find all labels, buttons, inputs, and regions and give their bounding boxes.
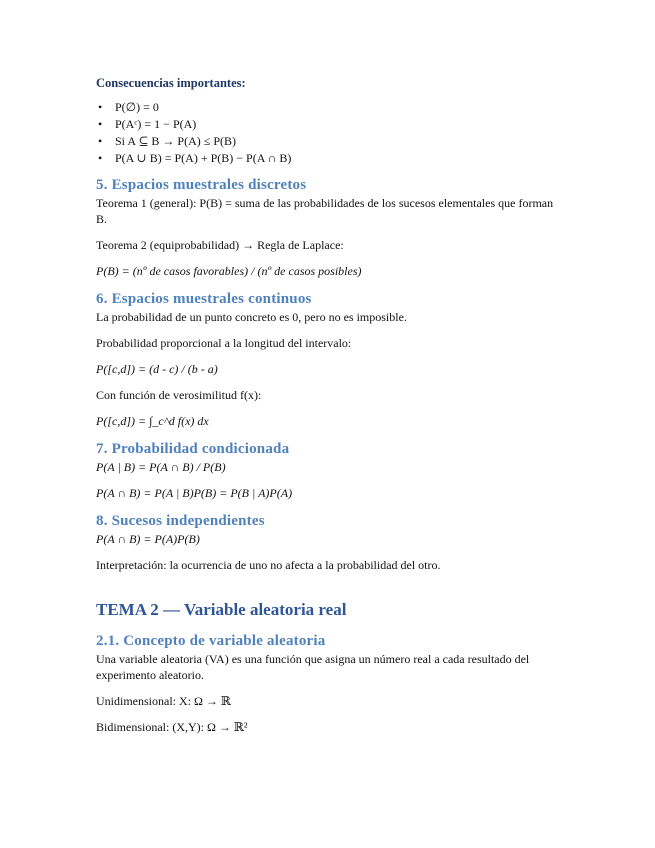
s6-proportional-text: Probabilidad proporcional a la longitud del intervalo: <box>96 336 352 350</box>
tema2-bidimensional: Bidimensional: (X,Y): Ω → ℝ² <box>96 720 248 734</box>
s5-laplace-formula: P(B) = (nº de casos favorables) / (nº de casos posibles) <box>96 264 362 278</box>
s6-likelihood-text: Con función de verosimilitud f(x): <box>96 388 262 402</box>
consequences-list <box>96 99 566 167</box>
s6-integral-formula: P([c,d]) = ∫_c^d f(x) dx <box>96 414 209 428</box>
section-8-title: 8. Sucesos independientes <box>96 513 265 529</box>
list-item: • P(∅) = 0 <box>96 99 566 116</box>
section-2-1-title: 2.1. Concepto de variable aleatoria <box>96 633 326 649</box>
s5-theorem-2: Teorema 2 (equiprobabilidad) → Regla de Laplace: <box>96 238 344 252</box>
tema2-definition: Una variable aleatoria (VA) es una función que asigna un número real a cada resultado del experimento aleatorio. <box>96 652 530 682</box>
tema2-unidimensional: Unidimensional: X: Ω → ℝ <box>96 694 231 708</box>
s8-interpretation: Interpretación: la ocurrencia de uno no afecta a la probabilidad del otro. <box>96 558 441 572</box>
s5-theorem-1: Teorema 1 (general): P(B) = suma de las probabilidades de los sucesos elementales que forman B. <box>96 196 554 226</box>
consequences-heading: Consecuencias importantes: <box>96 76 246 90</box>
s8-independence-formula: P(A ∩ B) = P(A)P(B) <box>96 532 200 546</box>
section-6-title: 6. Espacios muestrales continuos <box>96 291 312 307</box>
section-7-title: 7. Probabilidad condicionada <box>96 441 290 457</box>
list-item: • P(A ∪ B) = P(A) + P(B) − P(A ∩ B) <box>96 150 566 167</box>
section-5-title: 5. Espacios muestrales discretos <box>96 177 307 193</box>
s7-conditional-formula: P(A | B) = P(A ∩ B) / P(B) <box>96 460 226 474</box>
s6-interval-formula: P([c,d]) = (d - c) / (b - a) <box>96 362 218 376</box>
list-item: • P(Aᶜ) = 1 − P(A) <box>96 116 566 133</box>
s7-product-formula: P(A ∩ B) = P(A | B)P(B) = P(B | A)P(A) <box>96 486 293 500</box>
tema-2-title: TEMA 2 — Variable aleatoria real <box>96 600 347 619</box>
s6-point-probability: La probabilidad de un punto concreto es 0, pero no es imposible. <box>96 310 407 324</box>
list-item: • Si A ⊆ B → P(A) ≤ P(B) <box>96 133 566 150</box>
document-content <box>96 76 566 735</box>
